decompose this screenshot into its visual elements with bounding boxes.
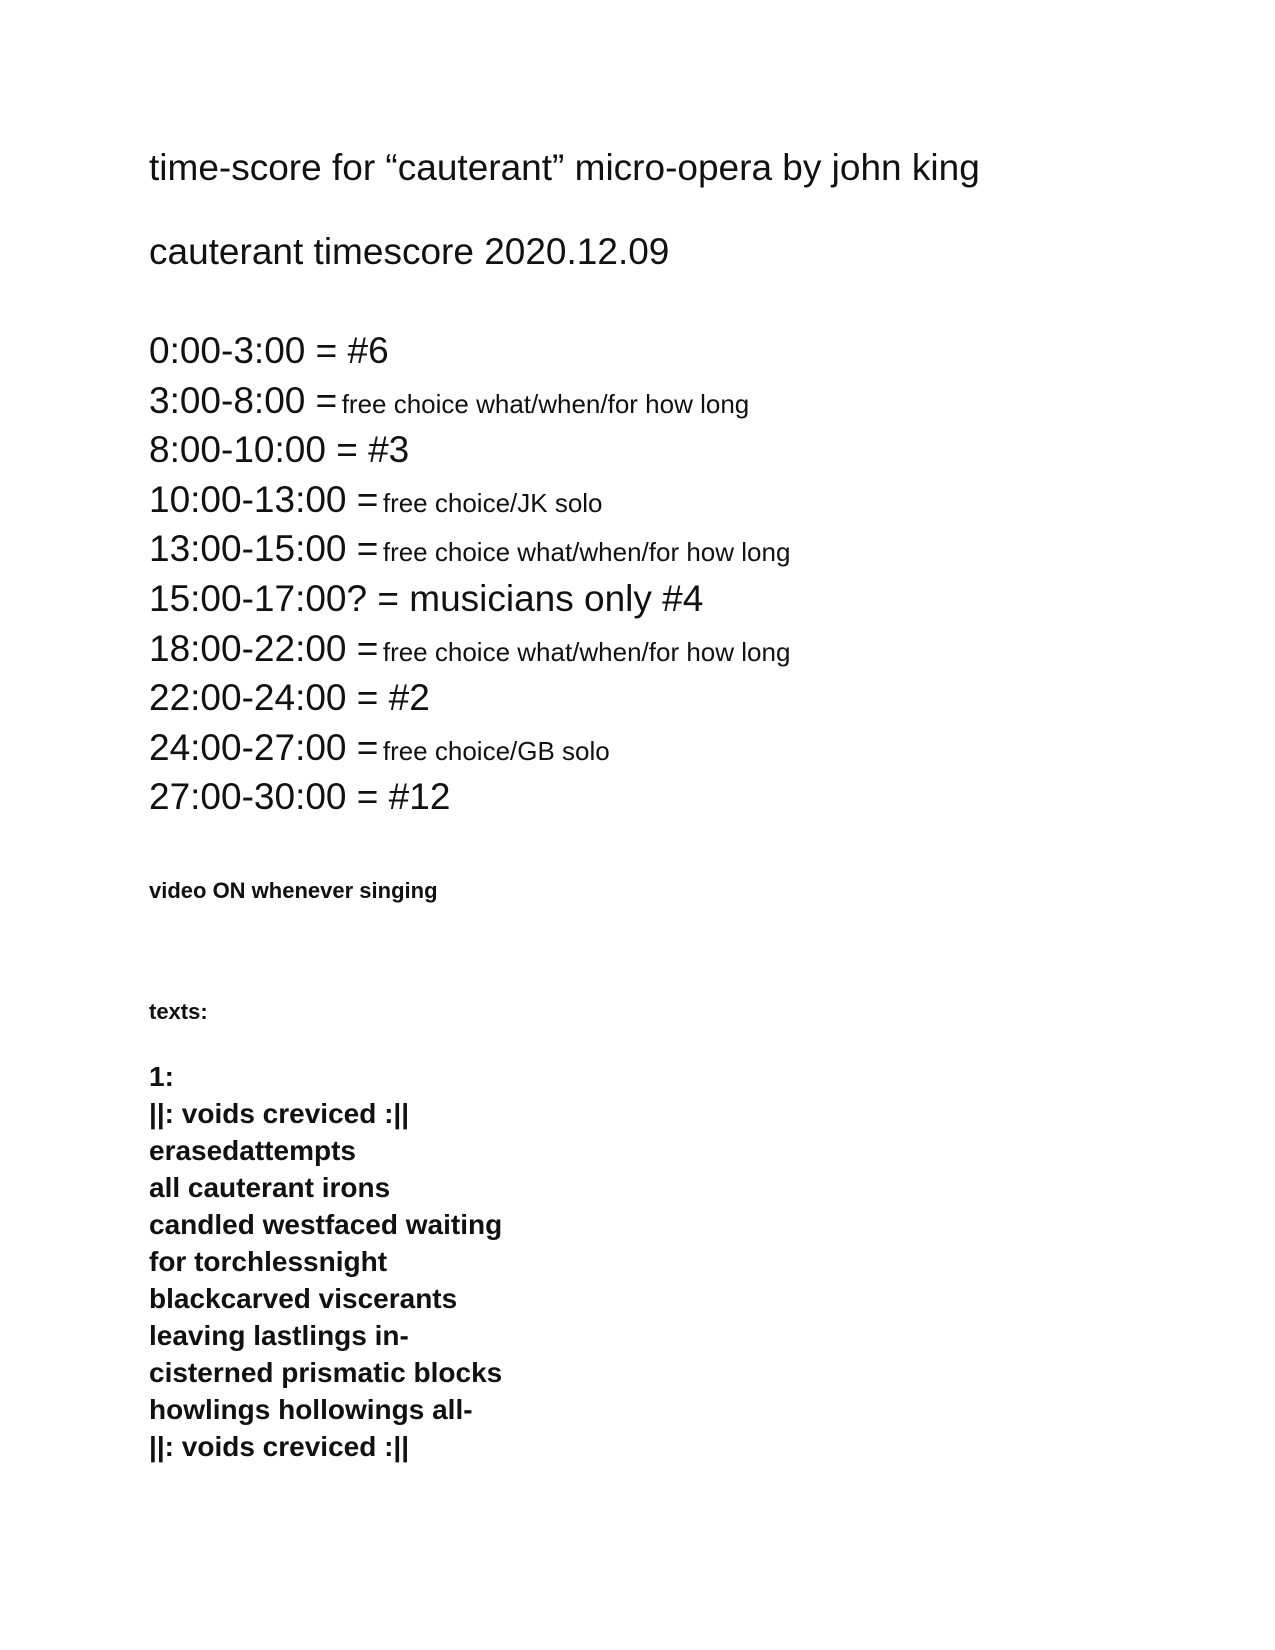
schedule-time: 24:00-27:00 = <box>149 726 379 768</box>
schedule-time: 15:00-17:00? = <box>149 577 399 619</box>
poem-line: leaving lastlings in- <box>149 1320 409 1351</box>
video-note: video ON whenever singing <box>149 878 438 903</box>
schedule-assignment: #3 <box>357 429 410 471</box>
schedule-time: 3:00-8:00 = <box>149 379 338 421</box>
schedule-row <box>149 475 790 525</box>
schedule-time: 8:00-10:00 = <box>149 429 358 471</box>
schedule-row <box>149 574 790 624</box>
schedule-row <box>149 425 790 475</box>
poem-line: howlings hollowings all- <box>149 1394 473 1425</box>
schedule-assignment: #6 <box>337 330 389 371</box>
schedule-row <box>149 376 790 426</box>
schedule-time: 22:00-24:00 = <box>149 677 379 719</box>
schedule-time: 0:00-3:00 = <box>149 330 338 371</box>
poem-line: ||: voids creviced :|| <box>149 1098 410 1129</box>
schedule-instruction: free choice what/when/for how long <box>382 537 791 568</box>
time-schedule <box>149 326 790 822</box>
schedule-time: 10:00-13:00 = <box>149 478 379 520</box>
schedule-instruction: free choice what/when/for how long <box>341 388 750 419</box>
document-subtitle: cauterant timescore 2020.12.09 <box>149 231 670 272</box>
schedule-row <box>149 624 790 674</box>
poem-line: candled westfaced waiting <box>149 1209 503 1240</box>
poem-line: cisterned prismatic blocks <box>149 1357 503 1388</box>
texts-heading: texts: <box>149 999 208 1024</box>
poem-line: ||: voids creviced :|| <box>149 1431 410 1462</box>
schedule-row <box>149 673 790 723</box>
schedule-time: 27:00-30:00 = <box>149 776 379 818</box>
poem-text <box>149 1058 502 1465</box>
schedule-assignment: musicians only #4 <box>398 577 704 619</box>
schedule-row <box>149 326 790 376</box>
schedule-time: 18:00-22:00 = <box>149 627 379 669</box>
poem-line: blackcarved viscerants <box>149 1283 458 1314</box>
schedule-instruction: free choice what/when/for how long <box>382 636 791 667</box>
schedule-assignment: #2 <box>378 677 430 719</box>
schedule-instruction: free choice/JK solo <box>382 487 603 518</box>
schedule-row <box>149 772 790 822</box>
poem-line: 1: <box>149 1061 174 1092</box>
schedule-time: 13:00-15:00 = <box>149 528 379 570</box>
schedule-assignment: #12 <box>378 776 451 818</box>
schedule-instruction: free choice/GB solo <box>382 735 610 766</box>
poem-line: for torchlessnight <box>149 1246 388 1277</box>
schedule-row <box>149 524 790 574</box>
document-title: time-score for “cauterant” micro-opera by john king <box>149 147 980 188</box>
poem-line: erasedattempts <box>149 1135 356 1166</box>
poem-line: all cauterant irons <box>149 1172 391 1203</box>
schedule-row <box>149 723 790 773</box>
